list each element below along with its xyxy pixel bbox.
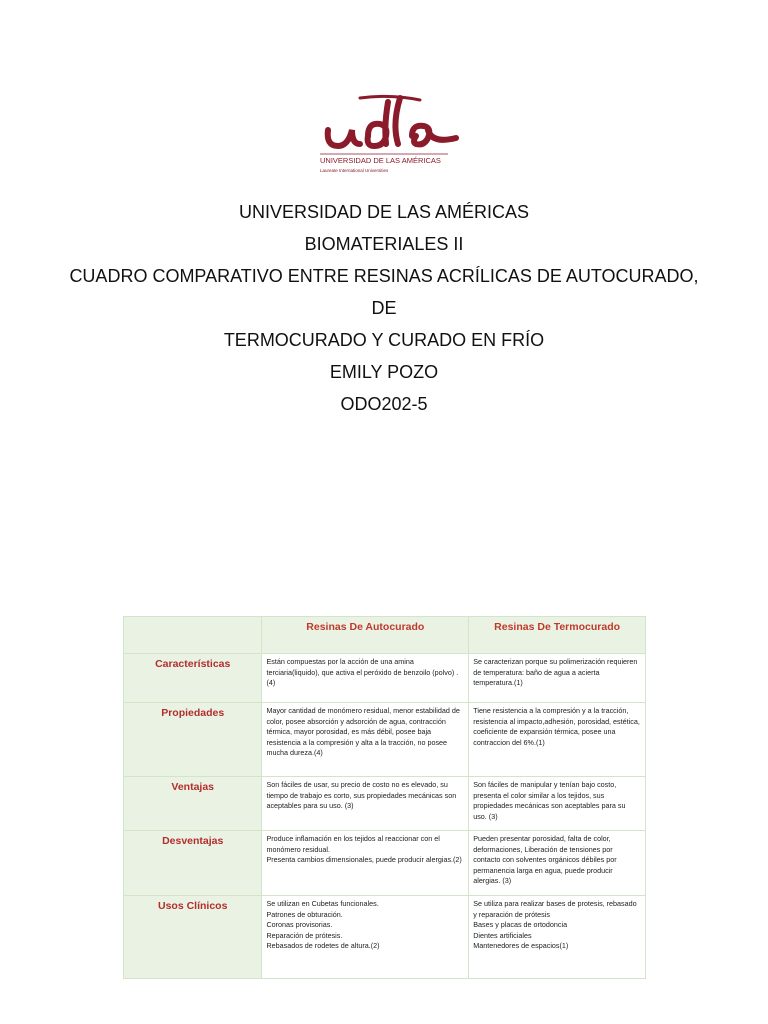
cell-text: Están compuestas por la acción de una amina terciaria(liquido), que activa el peróxido de benzoilo (polvo) . (4) [266,657,459,688]
university-name: UNIVERSIDAD DE LAS AMÉRICAS [238,202,530,222]
logo-subtitle: UNIVERSIDAD DE LAS AMÉRICAS [320,156,441,165]
table-row [124,777,646,831]
cell-termocurado [469,896,646,979]
cell-text: Son fáciles de usar, su precio de costo no es elevado, su tiempo de trabajo es corto, sus propiedades mecánicas son aceptables para su uso. (3) [266,780,457,811]
table-header-empty [124,617,262,654]
table-row [124,703,646,777]
document-title-line-1: CUADRO COMPARATIVO ENTRE RESINAS ACRÍLICAS DE AUTOCURADO, DE [69,266,699,318]
cell-text: Se utilizan en Cubetas funcionales. Patrones de obturación. Coronas provisorias. Reparación de prótesis. Rebasados de rodetes de altura.(2) [266,899,380,951]
table-row [124,831,646,896]
row-label-usos-clinicos: Usos Clínicos [124,896,262,979]
row-label-ventajas: Ventajas [124,777,262,831]
cell-termocurado [469,654,646,703]
row-label-caracteristicas: Características [124,654,262,703]
cell-autocurado [262,703,469,777]
course-code: ODO202-5 [340,394,428,414]
cell-text: Son fáciles de manipular y tenían bajo costo, presenta el color similar a los tejidos, sus propiedades mecánicas son aceptables para su uso. (3) [473,780,626,821]
cell-autocurado [262,777,469,831]
udla-logo-graphic [300,92,468,182]
cell-text: Tiene resistencia a la compresión y a la tracción, resistencia al impacto,adhesión, porosidad, estética, coeficiente de expansión térmica, posee una contraccion del 6%.(1) [473,706,640,747]
course-name: BIOMATERIALES II [304,234,464,254]
cell-termocurado [469,777,646,831]
cell-text: Produce inflamación en los tejidos al reaccionar con el monómero residual. Presenta cambios dimensionales, puede producir alergias.(2) [266,834,462,865]
cell-text: Pueden presentar porosidad, falta de color, deformaciones, Liberación de tensiones por contacto con solventes orgánicos débiles por permanencia larga en agua, puede producir alergias. (3) [473,834,617,886]
table-row [124,654,646,703]
author-name: EMILY POZO [329,362,439,382]
cell-text: Se utiliza para realizar bases de protesis, rebasado y reparación de prótesis Bases y placas de ortodoncia Dientes artificiales Mantenedores de espacios(1) [473,899,637,951]
comparison-table [123,616,646,979]
cell-autocurado [262,896,469,979]
udla-logo [300,92,468,182]
table-header-termocurado: Resinas De Termocurado [469,617,646,654]
row-label-propiedades: Propiedades [124,703,262,777]
document-title-line-2: TERMOCURADO Y CURADO EN FRÍO [223,330,545,350]
cell-text: Se caracterizan porque su polimerización requieren de temperatura: baño de agua a acierta temperatura.(1) [473,657,638,688]
document-header [60,196,708,420]
cell-autocurado [262,654,469,703]
logo-tagline: Laureate International Universities [320,168,389,173]
table-row [124,896,646,979]
cell-autocurado [262,831,469,896]
cell-text: Mayor cantidad de monómero residual, menor estabilidad de color, posee absorción y adsorción de agua, contracción térmica, mayor porosidad, es más débil, posee baja resistencia a la compresión y alta a la tracción, no posee mucha dureza.(4) [266,706,460,758]
table-header-row [124,617,646,654]
table-header-autocurado: Resinas De Autocurado [262,617,469,654]
cell-termocurado [469,831,646,896]
cell-termocurado [469,703,646,777]
row-label-desventajas: Desventajas [124,831,262,896]
